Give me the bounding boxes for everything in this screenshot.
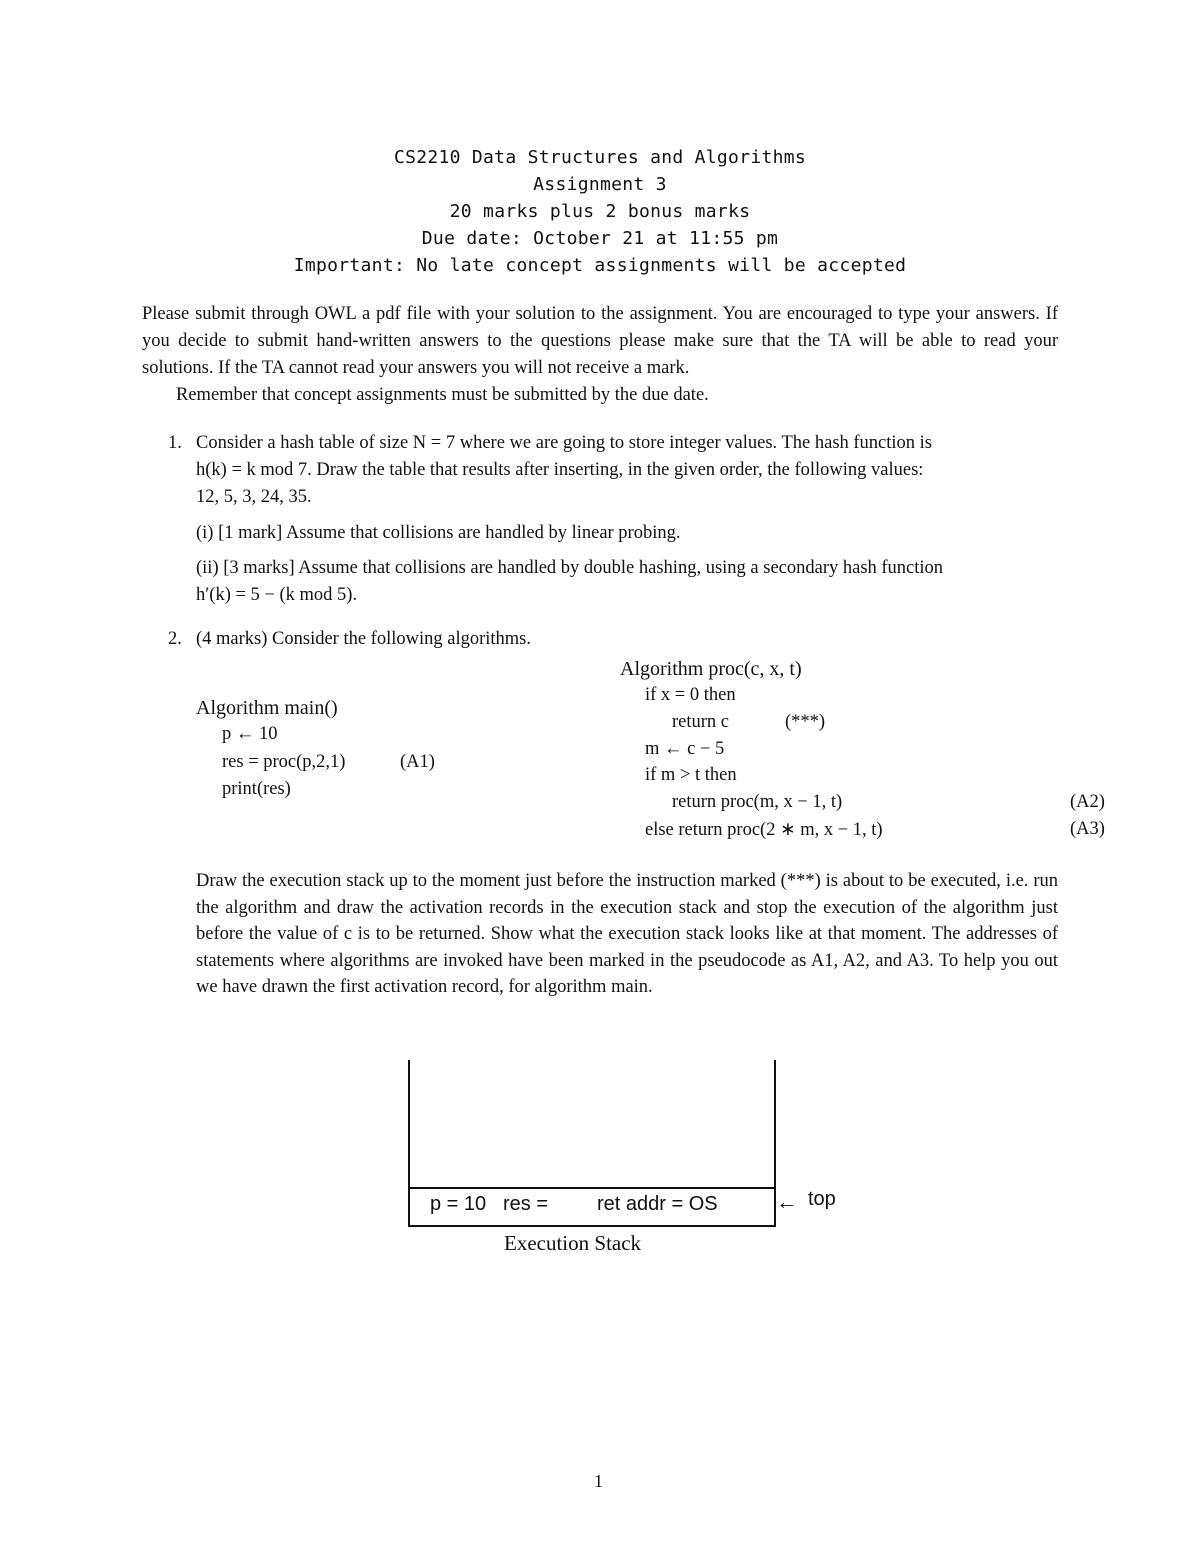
- assignment-title: Assignment 3: [533, 174, 667, 195]
- top-arrow-icon: ←: [776, 1189, 798, 1214]
- label-a2: (A2): [1070, 792, 1105, 812]
- proc-algo-header: Algorithm proc(c, x, t): [620, 658, 802, 680]
- q2-instructions: Draw the execution stack up to the moment just before the instruction marked (***) is about to be executed, i.e. run the algorithm and draw the activation records in the execution stack and stop the execution of the algorithm just before the value of c is to be returned. Show what the execution stack looks like at that moment. The addresses of statements where algorithms are invoked have been marked in the pseudocode as A1, A2, and A3. To help you out we have drawn the first activation record, for algorithm main.: [196, 871, 1058, 997]
- due-date: Due date: October 21 at 11:55 pm: [421, 228, 779, 249]
- proc-algo-line: else return proc(2 ∗ m, x − 1, t): [645, 820, 883, 840]
- main-algo-line: res = proc(p,2,1): [222, 752, 346, 772]
- q1-line3: 12, 5, 3, 24, 35.: [196, 487, 312, 507]
- page-number: 1: [594, 1471, 603, 1491]
- main-algo-header: Algorithm main(): [196, 697, 338, 719]
- proc-algo-line: return c: [672, 712, 730, 732]
- q1-part-ii: [196, 555, 943, 582]
- important-text: No late concept assignments will be accepted: [416, 255, 907, 276]
- stack-bottom-border: [408, 1225, 776, 1227]
- proc-algo-line: if x = 0 then: [645, 685, 736, 705]
- proc-algo-line: m ← c − 5: [645, 739, 725, 759]
- marks-line: 20 marks plus 2 bonus marks: [449, 201, 751, 222]
- q1-part-i-label: (i) [1 mark]: [196, 523, 283, 543]
- record-p: p = 10: [430, 1193, 487, 1215]
- q1-part-ii-text: Assume that collisions are handled by double hashing, using a secondary hash function: [298, 558, 944, 578]
- q1-part-ii-label: (ii) [3 marks]: [196, 558, 295, 578]
- q2-intro: (4 marks) Consider the following algorithms.: [196, 629, 532, 649]
- course-title: CS2210 Data Structures and Algorithms: [393, 147, 807, 168]
- q1-line2: h(k) = k mod 7. Draw the table that results after inserting, in the given order, the following values:: [196, 460, 924, 480]
- record-res: res =: [503, 1193, 549, 1215]
- q2-number: 2.: [168, 629, 182, 649]
- important-label: Important:: [293, 255, 406, 276]
- stack-record-top-border: [408, 1187, 776, 1189]
- stars-marker: (***): [785, 712, 826, 732]
- label-a1: (A1): [400, 752, 435, 772]
- q1-part-i: [196, 520, 681, 547]
- stack-left-wall: [408, 1060, 410, 1227]
- intro-paragraph: Please submit through OWL a pdf file with your solution to the assignment. You are encouraged to type your answers. If you decide to submit hand-written answers to the questions please make sure that the TA will be able to read your solutions. If the TA cannot read your answers you will not receive a mark.: [142, 304, 1058, 378]
- top-label: top: [808, 1188, 836, 1210]
- main-algo-line: print(res): [222, 779, 291, 799]
- q1-part-ii-formula: h′(k) = 5 − (k mod 5).: [196, 585, 358, 605]
- q1-number: 1.: [168, 433, 182, 453]
- stack-caption: Execution Stack: [504, 1231, 642, 1255]
- proc-algo-line: return proc(m, x − 1, t): [672, 792, 843, 812]
- intro-reminder: Remember that concept assignments must be submitted by the due date.: [176, 385, 709, 405]
- important-notice: [0, 255, 1200, 276]
- label-a3: (A3): [1070, 819, 1105, 839]
- record-ret-addr: ret addr = OS: [597, 1193, 718, 1215]
- q1-part-i-text: Assume that collisions are handled by linear probing.: [285, 523, 681, 543]
- proc-algo-line: if m > t then: [645, 765, 737, 785]
- q1-line1: Consider a hash table of size N = 7 where we are going to store integer values. The hash function is: [196, 433, 933, 453]
- main-algo-line: p ← 10: [222, 724, 278, 744]
